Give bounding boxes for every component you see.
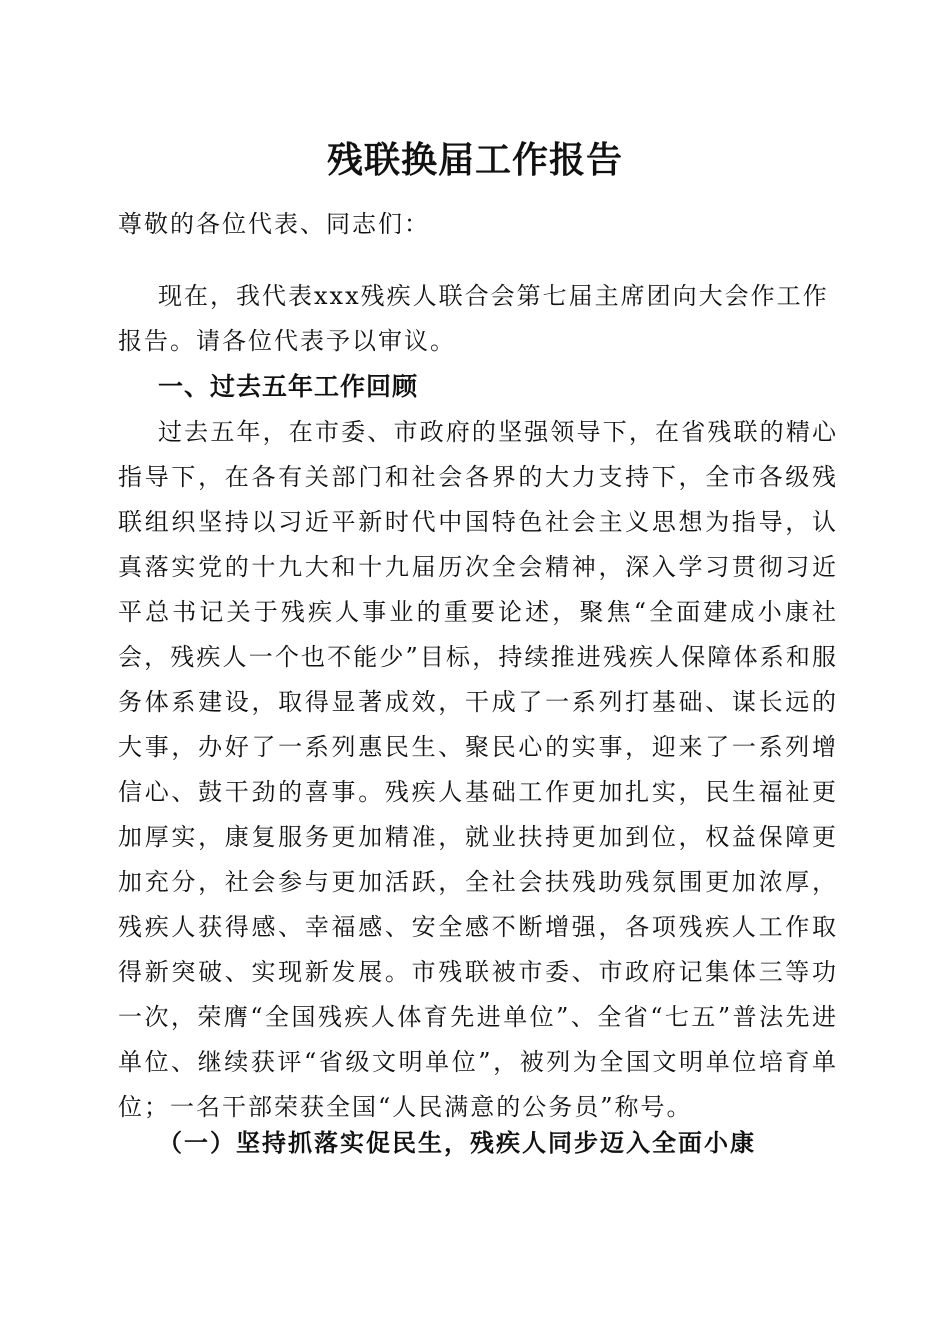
review-paragraph: 过去五年，在市委、市政府的坚强领导下，在省残联的精心指导下，在各有关部门和社会各界的大力支持下，全市各级残联组织坚持以习近平新时代中国特色社会主义思想为指导，认真落实党的十九大和十九届历次全会精神，深入学习贯彻习近平总书记关于残疾人事业的重要论述，聚焦“全面建成小康社会，残疾人一个也不能少”目标，持续推进残疾人保障体系和服务体系建设，取得显著成效，干成了一系列打基础、谋长远的大事，办好了一系列惠民生、聚民心的实事，迎来了一系列增信心、鼓干劲的喜事。残疾人基础工作更加扎实，民生福祉更加厚实，康复服务更加精准，就业扶持更加到位，权益保障更加充分，社会参与更加活跃，全社会扶残助残氛围更加浓厚，残疾人获得感、幸福感、安全感不断增强，各项残疾人工作取得新突破、实现新发展。市残联被市委、市政府记集体三等功一次，荣膺“全国残疾人体育先进单位”、全省“七五”普法先进单位、继续获评“省级文明单位”，被列为全国文明单位培育单位；一名干部荣获全国“人民满意的公务员”称号。 <box>118 418 838 1121</box>
section-heading-review: 一、过去五年工作回顾 <box>158 372 419 401</box>
subsection-heading-livelihood: （一）坚持抓落实促民生，残疾人同步迈入全面小康 <box>158 1128 756 1157</box>
intro-paragraph: 现在，我代表xxx残疾人联合会第七届主席团向大会作工作报告。请各位代表予以审议。 <box>118 282 829 355</box>
document-title: 残联换届工作报告 <box>326 139 623 181</box>
salutation: 尊敬的各位代表、同志们： <box>118 210 430 238</box>
